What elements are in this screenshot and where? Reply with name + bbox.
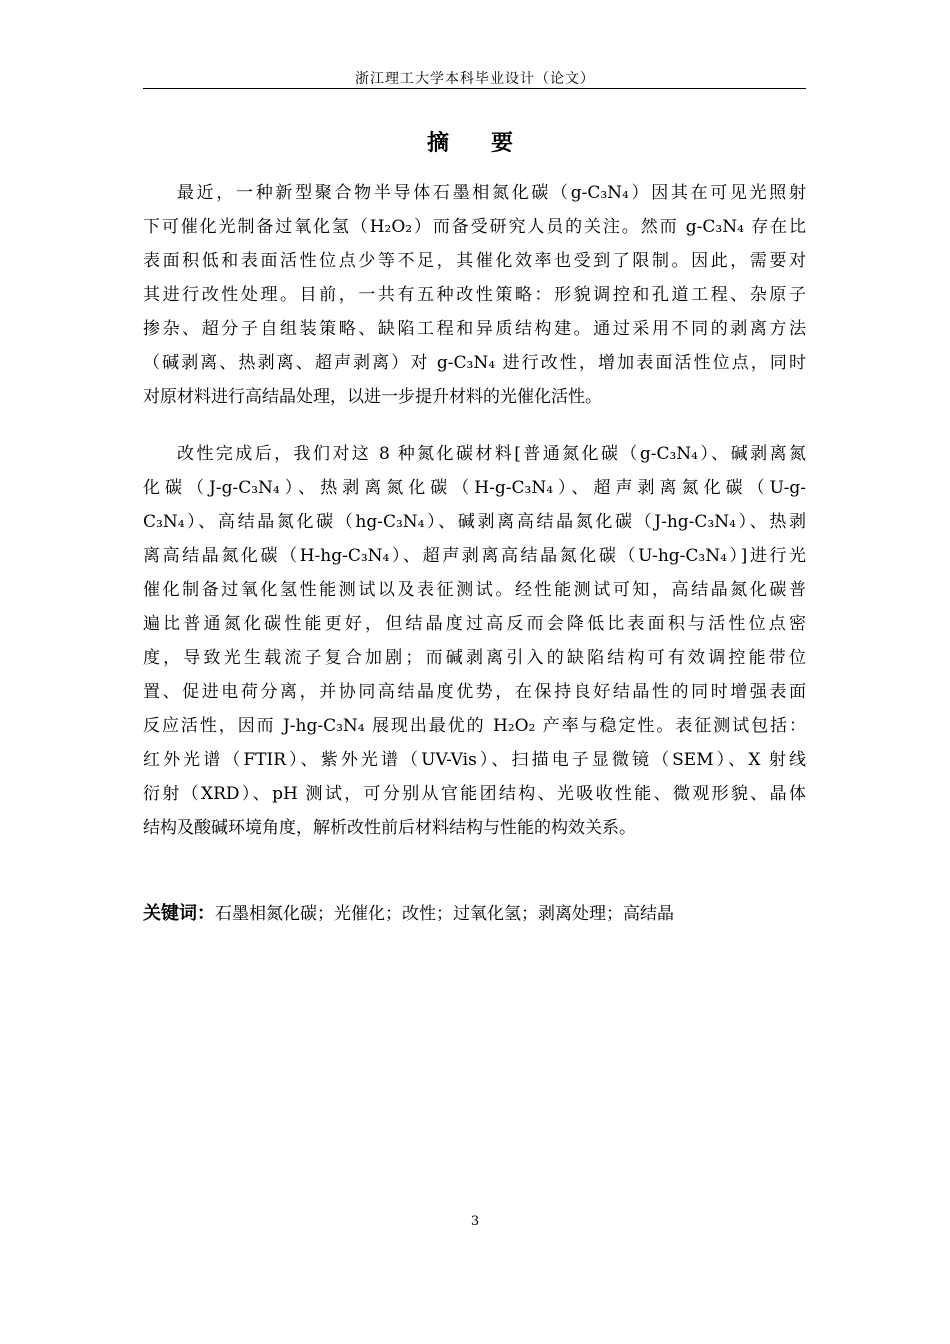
paragraph-line: C₃N₄）、高结晶氮化碳（hg-C₃N₄）、碱剥离高结晶氮化碳（J-hg-C₃N₄）、热剥 xyxy=(143,512,806,532)
paragraph-line: 红外光谱（FTIR）、紫外光谱（UV-Vis）、扫描电子显微镜（SEM）、X 射线 xyxy=(143,750,806,770)
paragraph-line: 遍比普通氮化碳性能更好，但结晶度过高反而会降低比表面积与活性位点密 xyxy=(143,614,806,634)
paragraph-line: 反应活性，因而 J-hg-C₃N₄ 展现出最优的 H₂O₂ 产率与稳定性。表征测试包括： xyxy=(143,716,806,736)
keywords-label: 关键词： xyxy=(143,903,215,924)
header-rule xyxy=(143,88,806,89)
paragraph-line: 掺杂、超分子自组装策略、缺陷工程和异质结构建。通过采用不同的剥离方法 xyxy=(143,319,806,339)
paragraph-line: 下可催化光制备过氧化氢（H₂O₂）而备受研究人员的关注。然而 g-C₃N₄ 存在比 xyxy=(143,217,806,237)
abstract-paragraph-1 xyxy=(143,176,806,414)
paragraph-line: 催化制备过氧化氢性能测试以及表征测试。经性能测试可知，高结晶氮化碳普 xyxy=(143,580,806,600)
paragraph-line: 度，导致光生载流子复合加剧；而碱剥离引入的缺陷结构可有效调控能带位 xyxy=(143,648,806,668)
paragraph-line: 结构及酸碱环境角度，解析改性前后材料结构与性能的构效关系。 xyxy=(143,818,636,838)
paragraph-line: 改性完成后，我们对这 8 种氮化碳材料[普通氮化碳（g-C₃N₄）、碱剥离氮 xyxy=(177,444,806,464)
paragraph-line: 置、促进电荷分离，并协同高结晶度优势，在保持良好结晶性的同时增强表面 xyxy=(143,682,806,702)
abstract-paragraph-2 xyxy=(143,437,806,845)
running-header: 浙江理工大学本科毕业设计（论文） xyxy=(355,71,595,87)
paragraph-line: 离高结晶氮化碳（H-hg-C₃N₄）、超声剥离高结晶氮化碳（U-hg-C₃N₄）]进行光 xyxy=(143,546,806,566)
keywords xyxy=(143,897,806,931)
paragraph-line: 衍射（XRD）、pH 测试，可分别从官能团结构、光吸收性能、微观形貌、晶体 xyxy=(143,784,806,804)
paragraph-line: 表面积低和表面活性位点少等不足，其催化效率也受到了限制。因此，需要对 xyxy=(143,251,806,271)
page-number: 3 xyxy=(470,1214,480,1229)
paragraph-line: （碱剥离、热剥离、超声剥离）对 g-C₃N₄ 进行改性，增加表面活性位点，同时 xyxy=(143,353,806,373)
paragraph-line: 化碳（J-g-C₃N₄）、热剥离氮化碳（H-g-C₃N₄）、超声剥离氮化碳（U-g- xyxy=(143,478,806,498)
abstract-title: 摘 要 xyxy=(426,131,523,156)
keywords-text: 石墨相氮化碳；光催化；改性；过氧化氢；剥离处理；高结晶 xyxy=(215,904,674,924)
paragraph-line: 最近，一种新型聚合物半导体石墨相氮化碳（g-C₃N₄）因其在可见光照射 xyxy=(177,183,806,203)
paragraph-line: 其进行改性处理。目前，一共有五种改性策略：形貌调控和孔道工程、杂原子 xyxy=(143,285,806,305)
paragraph-line: 对原材料进行高结晶处理，以进一步提升材料的光催化活性。 xyxy=(143,387,602,407)
